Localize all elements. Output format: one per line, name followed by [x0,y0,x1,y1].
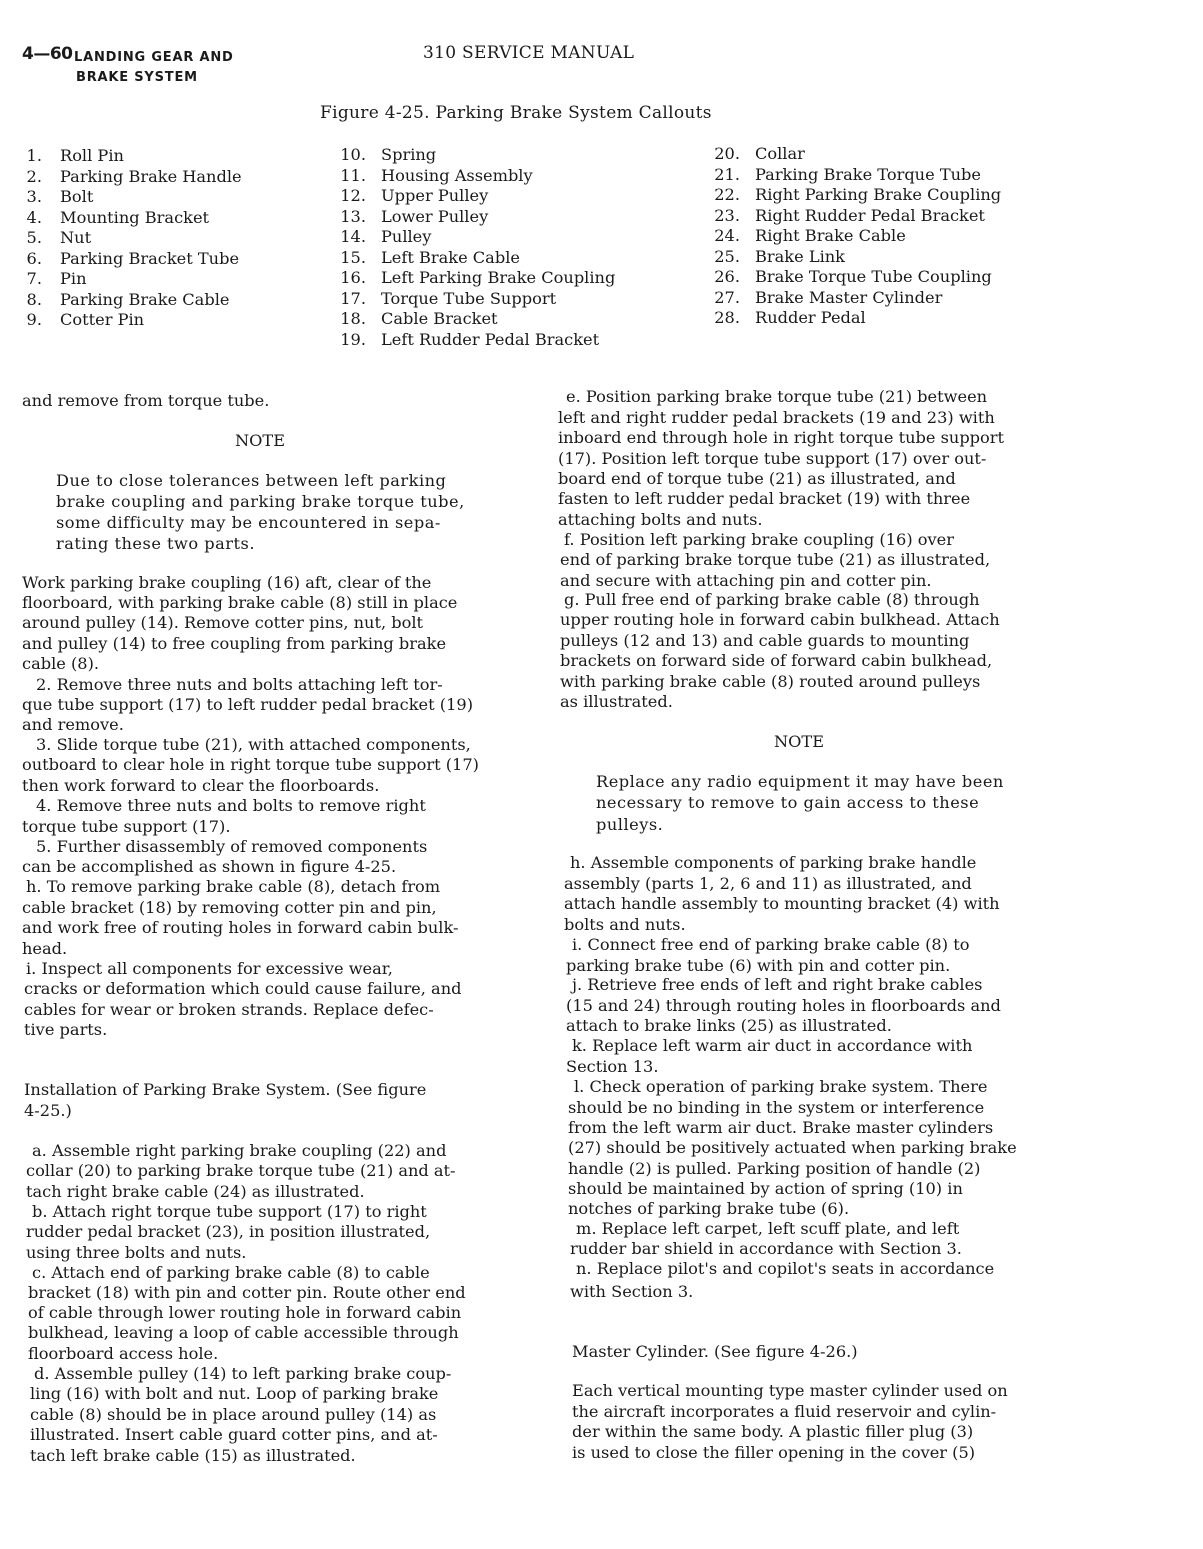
text-line: notches of parking brake tube (6). [568,1199,850,1218]
callout-number: 20. [714,144,740,163]
callout-item [338,166,615,187]
text-line: cable (8). [22,654,100,673]
text-line: upper routing hole in forward cabin bulkhead. Attach [560,610,1000,629]
callout-number: 26. [714,267,740,286]
text-line: bolts and nuts. [564,915,686,934]
callout-item [712,206,1001,227]
callout-item [712,247,1001,268]
callout-item [22,167,242,188]
text-line: illustrated. Insert cable guard cotter pins, and at- [30,1425,438,1444]
callout-item [712,165,1001,186]
callout-label: Bolt [60,187,94,206]
callout-column-2 [338,145,615,350]
text-line: end of parking brake torque tube (21) as illustrated, [560,550,991,569]
text-line: Each vertical mounting type master cylinder used on [572,1381,1008,1400]
callout-number: 8. [26,289,42,309]
text-line: cable bracket (18) by removing cotter pin and pin, [22,898,437,917]
callout-number: 13. [340,206,366,226]
text-line: and work free of routing holes in forward cabin bulk- [22,918,459,937]
step-line: g. Pull free end of parking brake cable (8) through [564,590,980,609]
text-line: (15 and 24) through routing holes in floorboards and [566,996,1001,1015]
text-line: ling (16) with bolt and nut. Loop of parking brake [30,1384,439,1403]
step-line: k. Replace left warm air duct in accordance with [572,1036,973,1055]
text-line: left and right rudder pedal brackets (19 and 23) with [558,408,995,427]
callout-number: 12. [340,186,366,205]
note-text: rating these two parts. [56,534,256,553]
step-line: j. Retrieve free ends of left and right brake cables [572,975,983,994]
callout-label: Cable Bracket [381,309,498,328]
callout-item [712,308,1001,329]
callout-label: Right Parking Brake Coupling [755,185,1002,204]
callout-number: 9. [26,310,42,329]
text-line: from the left warm air duct. Brake master cylinders [568,1118,994,1137]
text-line: board end of torque tube (21) as illustrated, and [558,469,956,488]
callout-item [338,309,615,330]
text-line: and remove from torque tube. [22,391,270,410]
callout-label: Parking Bracket Tube [60,248,240,268]
note-heading: NOTE [235,431,286,450]
text-line: rudder bar shield in accordance with Section 3. [570,1239,962,1258]
text-line: with parking brake cable (8) routed around pulleys [560,672,981,691]
text-line: assembly (parts 1, 2, 6 and 11) as illustrated, and [564,874,972,893]
callout-number: 6. [26,248,42,268]
text-line: Work parking brake coupling (16) aft, clear of the [22,573,432,592]
callout-number: 23. [714,205,740,225]
subsection-heading: Master Cylinder. (See figure 4-26.) [572,1342,858,1361]
callout-label: Right Rudder Pedal Bracket [755,205,985,225]
callout-label: Left Rudder Pedal Bracket [381,329,600,349]
text-line: handle (2) is pulled. Parking position of handle (2) [568,1159,981,1178]
callout-item [338,330,615,351]
text-line: should be maintained by action of spring (10) in [568,1179,963,1198]
callout-item [338,268,615,289]
callout-number: 5. [26,228,42,247]
callout-number: 10. [340,145,366,164]
text-line: is used to close the filler opening in the cover (5) [572,1443,976,1462]
callout-label: Nut [60,228,92,247]
text-line: rudder pedal bracket (23), in position illustrated, [26,1222,431,1241]
text-line: and pulley (14) to free coupling from parking brake [22,634,447,653]
section-title-line-1: LANDING GEAR AND [74,50,234,65]
text-line: bracket (18) with pin and cotter pin. Route other end [28,1283,466,1302]
callout-number: 1. [26,146,42,165]
text-line: collar (20) to parking brake torque tube (21) and at- [26,1161,456,1180]
text-line: can be accomplished as shown in figure 4-25. [22,857,397,876]
callout-label: Parking Brake Torque Tube [755,164,981,184]
callout-number: 19. [340,329,366,349]
callout-item [338,186,615,207]
callout-label: Brake Link [755,246,845,266]
step-line: b. Attach right torque tube support (17) to right [32,1202,427,1221]
text-line: floorboard, with parking brake cable (8) still in place [22,593,458,612]
callout-item [712,288,1001,309]
section-number: 4—60 [22,44,73,64]
callout-number: 17. [340,288,366,308]
callout-number: 3. [26,187,42,206]
callout-label: Torque Tube Support [381,288,557,308]
text-line: inboard end through hole in right torque tube support [558,428,1005,447]
text-line: then work forward to clear the floorboards. [22,776,380,795]
figure-title: Figure 4-25. Parking Brake System Callouts [320,103,712,123]
callout-item [712,226,1001,247]
step-line: h. To remove parking brake cable (8), detach from [26,877,441,896]
callout-number: 25. [714,246,740,266]
callout-label: Left Brake Cable [381,247,520,267]
callout-item [712,267,1001,288]
callout-number: 24. [714,226,740,245]
callout-number: 4. [26,207,42,227]
text-line: should be no binding in the system or interference [568,1098,985,1117]
text-line: and secure with attaching pin and cotter pin. [560,571,932,590]
step-line: e. Position parking brake torque tube (21) between [566,387,988,406]
callout-number: 2. [26,166,42,186]
callout-item [338,207,615,228]
callout-item [338,145,615,166]
callout-label: Right Brake Cable [755,226,906,245]
text-line: cables for wear or broken strands. Replace defec- [24,1000,434,1019]
step-line: 5. Further disassembly of removed components [36,837,428,856]
text-line: parking brake tube (6) with pin and cotter pin. [566,956,951,975]
callout-item [22,228,242,249]
callout-item [22,208,242,229]
step-line: m. Replace left carpet, left scuff plate, and left [576,1219,960,1238]
callout-number: 14. [340,227,366,246]
callout-label: Brake Master Cylinder [755,287,943,307]
callout-label: Parking Brake Cable [60,289,230,309]
text-line: tach right brake cable (24) as illustrated. [26,1182,365,1201]
text-line: around pulley (14). Remove cotter pins, nut, bolt [22,613,424,632]
callout-label: Spring [381,145,437,164]
text-line: attaching bolts and nuts. [558,510,763,529]
step-line: 2. Remove three nuts and bolts attaching left tor- [36,675,443,694]
text-line: brackets on forward side of forward cabin bulkhead, [560,651,993,670]
text-line: fasten to left rudder pedal bracket (19) with three [558,489,971,508]
step-line: d. Assemble pulley (14) to left parking brake coup- [34,1364,452,1383]
callout-item [712,144,1001,165]
text-line: Section 13. [566,1057,659,1076]
text-line: head. [22,939,68,958]
callout-number: 21. [714,164,740,184]
step-line: a. Assemble right parking brake coupling (22) and [32,1141,447,1160]
text-line: (27) should be positively actuated when parking brake [568,1138,1017,1157]
step-line: 3. Slide torque tube (21), with attached components, [36,735,471,754]
text-line: and remove. [22,715,124,734]
callout-number: 28. [714,308,740,327]
callout-label: Mounting Bracket [60,207,210,227]
text-line: (17). Position left torque tube support (17) over out- [558,449,987,468]
callout-item [22,269,242,290]
callout-label: Collar [755,144,805,163]
text-line: pulleys (12 and 13) and cable guards to mounting [560,631,970,650]
text-line: que tube support (17) to left rudder pedal bracket (19) [22,695,474,714]
section-title-line-2: BRAKE SYSTEM [76,70,198,85]
section-title [74,48,234,88]
callout-item [22,146,242,167]
note-text: necessary to remove to gain access to these [596,793,980,812]
text-line: der within the same body. A plastic filler plug (3) [572,1422,974,1441]
step-line: i. Inspect all components for excessive wear, [26,959,393,978]
step-line: l. Check operation of parking brake system. There [574,1077,988,1096]
note-heading: NOTE [774,732,825,751]
callout-number: 7. [26,269,42,288]
note-text: some difficulty may be encountered in sepa- [56,513,441,532]
step-line: c. Attach end of parking brake cable (8) to cable [32,1263,430,1282]
callout-label: Housing Assembly [381,165,533,185]
callout-item [22,310,242,331]
text-line: floorboard access hole. [28,1344,219,1363]
text-line: as illustrated. [560,692,673,711]
callout-item [22,249,242,270]
text-line: torque tube support (17). [22,817,231,836]
callout-number: 18. [340,309,366,328]
callout-number: 22. [714,185,740,204]
callout-item [22,187,242,208]
callout-label: Parking Brake Handle [60,166,242,186]
callout-label: Pulley [381,227,432,246]
callout-item [712,185,1001,206]
text-line: tach left brake cable (15) as illustrated. [30,1446,356,1465]
note-text: brake coupling and parking brake torque tube, [56,492,465,511]
text-line: using three bolts and nuts. [26,1243,247,1262]
step-line: f. Position left parking brake coupling (16) over [564,530,954,549]
callout-label: Lower Pulley [381,206,489,226]
step-line: h. Assemble components of parking brake handle [570,853,977,872]
callout-item [338,248,615,269]
text-line: cracks or deformation which could cause failure, and [24,979,462,998]
callout-column-1 [22,146,242,331]
callout-number: 11. [340,165,366,185]
step-line: i. Connect free end of parking brake cable (8) to [572,935,970,954]
subsection-heading: Installation of Parking Brake System. (See figure [24,1080,427,1099]
callout-label: Brake Torque Tube Coupling [755,267,992,286]
callout-number: 27. [714,287,740,307]
callout-item [338,289,615,310]
text-line: bulkhead, leaving a loop of cable accessible through [28,1323,459,1342]
callout-label: Pin [60,269,87,288]
note-text: Due to close tolerances between left parking [56,471,447,490]
text-line: attach to brake links (25) as illustrated. [566,1016,892,1035]
note-text: pulleys. [596,815,664,834]
callout-number: 16. [340,268,366,287]
step-line: 4. Remove three nuts and bolts to remove right [36,796,426,815]
text-line: 4-25.) [24,1101,72,1120]
text-line: of cable through lower routing hole in forward cabin [28,1303,462,1322]
text-line: attach handle assembly to mounting bracket (4) with [564,894,1000,913]
text-line: tive parts. [24,1020,108,1039]
manual-title: 310 SERVICE MANUAL [423,43,635,63]
text-line: the aircraft incorporates a fluid reservoir and cylin- [572,1402,997,1421]
callout-number: 15. [340,247,366,267]
step-line: n. Replace pilot's and copilot's seats in accordance [576,1259,995,1278]
callout-item [22,290,242,311]
callout-label: Roll Pin [60,146,124,165]
text-line: cable (8) should be in place around pulley (14) as [30,1405,437,1424]
callout-label: Cotter Pin [60,310,145,329]
text-line: outboard to clear hole in right torque tube support (17) [22,755,479,774]
text-line: with Section 3. [570,1282,694,1301]
callout-label: Rudder Pedal [755,308,866,327]
callout-label: Left Parking Brake Coupling [381,268,616,287]
note-text: Replace any radio equipment it may have been [596,772,1004,791]
callout-item [338,227,615,248]
callout-label: Upper Pulley [381,186,489,205]
callout-column-3 [712,144,1001,329]
